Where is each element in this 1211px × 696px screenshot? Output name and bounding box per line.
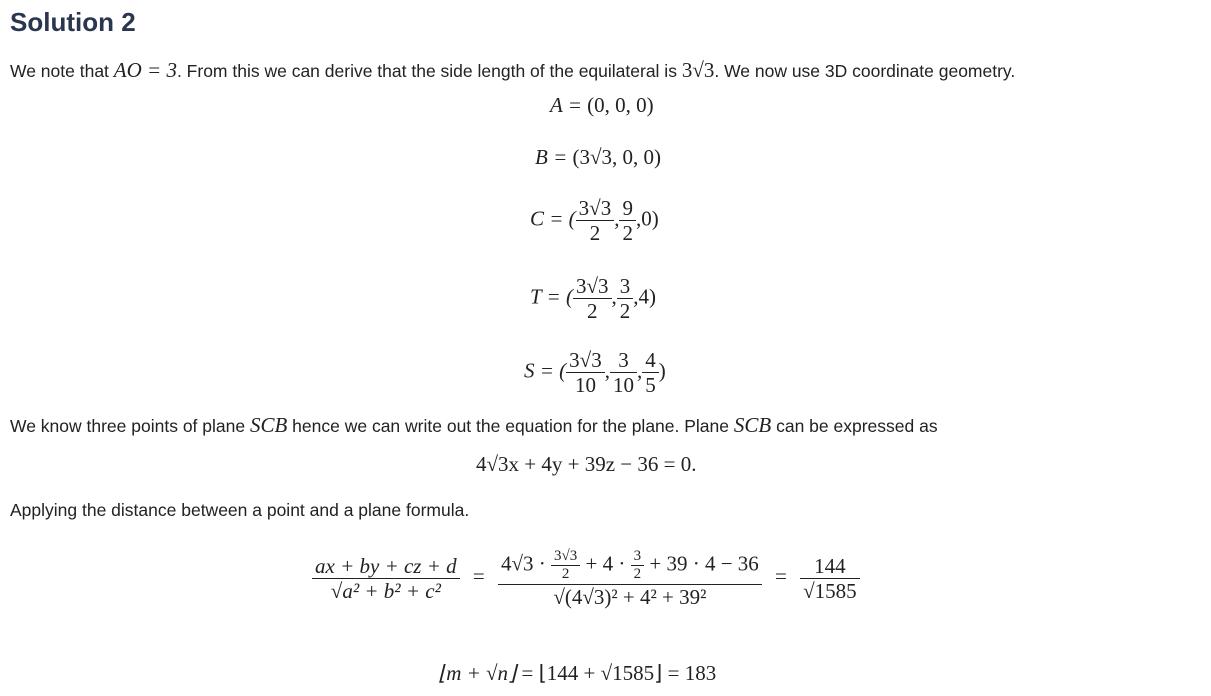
intro-paragraph — [10, 58, 1015, 83]
ao-expression: AO = 3 — [113, 58, 177, 82]
point-s-z-fraction: $\frac{4}{5}$ — [642, 348, 659, 397]
distance-lhs-fraction: $\frac{ax + by + cz + d}{\text{√a² + b² + c²}}$ — [312, 554, 460, 603]
point-a-label: A = — [550, 93, 588, 117]
point-c-y-fraction: $\frac{9}{2}$ — [619, 196, 636, 245]
point-s-equation: S = ( $\frac{3√3}{10}$ , $\frac{3}{10}$ , $\frac{4}{5}$ ) — [524, 348, 666, 398]
point-t-x-fraction: $\frac{3√3}{2}$ — [573, 274, 612, 323]
plane-paragraph — [10, 413, 938, 438]
intro-text-1: We note that — [10, 61, 114, 81]
final-result: 183 — [684, 661, 717, 685]
plane-name-1: SCB — [249, 413, 288, 437]
point-s-close: ) — [658, 358, 666, 383]
point-c-equation: C = ( $\frac{3√3}{2}$ , $\frac{9}{2}$ ,0) — [530, 196, 659, 246]
point-t-z: 4) — [638, 284, 656, 309]
final-mid: ⌊144 + √1585⌋ — [538, 661, 663, 685]
plane-text-2: hence we can write out the equation for the plane. Plane — [287, 416, 734, 436]
point-b-equation — [535, 145, 661, 170]
plane-equation: 4√3x + 4y + 39z − 36 = 0. — [476, 452, 697, 476]
final-answer: ⌊m + √n⌋ = ⌊144 + √1585⌋ = 183 — [438, 661, 717, 685]
point-s-label: S = ( — [524, 358, 567, 383]
intro-text-3: . We now use 3D coordinate geometry. — [714, 61, 1016, 81]
distance-intro: Applying the distance between a point and a plane formula. — [10, 500, 470, 520]
point-c-x-fraction: $\frac{3√3}{2}$ — [576, 196, 615, 245]
side-length-expression: 3√3 — [681, 58, 715, 82]
point-c-label: C = ( — [530, 206, 576, 231]
plane-text-3: can be expressed as — [771, 416, 938, 436]
point-b-value: (3√3, 0, 0) — [572, 145, 662, 169]
point-a-value: (0, 0, 0) — [587, 93, 654, 117]
intro-text-2: . From this we can derive that the side length of the equilateral is — [176, 61, 682, 81]
final-lhs: ⌊m + √n⌋ — [438, 661, 517, 685]
plane-name-2: SCB — [733, 413, 772, 437]
point-s-x-fraction: $\frac{3√3}{10}$ — [566, 348, 605, 397]
point-t-label: T = ( — [530, 284, 573, 309]
solution-heading: Solution 2 — [10, 7, 136, 37]
point-t-equation: T = ( $\frac{3√3}{2}$ , $\frac{3}{2}$ ,4) — [530, 274, 656, 324]
plane-text-1: We know three points of plane — [10, 416, 250, 436]
point-t-y-fraction: $\frac{3}{2}$ — [617, 274, 634, 323]
point-a-equation — [550, 93, 654, 118]
point-s-y-fraction: $\frac{3}{10}$ — [610, 348, 637, 397]
point-b-label: B = — [535, 145, 573, 169]
distance-formula: $\frac{ax + by + cz + d}{\text{√a² + b² + c²}}$ = 4√3 · $\frac{3√3}{2}$ + 4 · $\frac{3}{2}$ + 39 · 4 − 36 √(4√3)² + 4² + 39² = $\frac{144}{√1585}$ — [312, 548, 860, 609]
distance-rhs-fraction: $\frac{144}{√1585}$ — [800, 554, 860, 603]
point-c-z: 0) — [641, 206, 659, 231]
distance-mid-fraction: 4√3 · $\frac{3√3}{2}$ + 4 · $\frac{3}{2}$ + 39 · 4 − 36 √(4√3)² + 4² + 39² — [498, 548, 762, 609]
